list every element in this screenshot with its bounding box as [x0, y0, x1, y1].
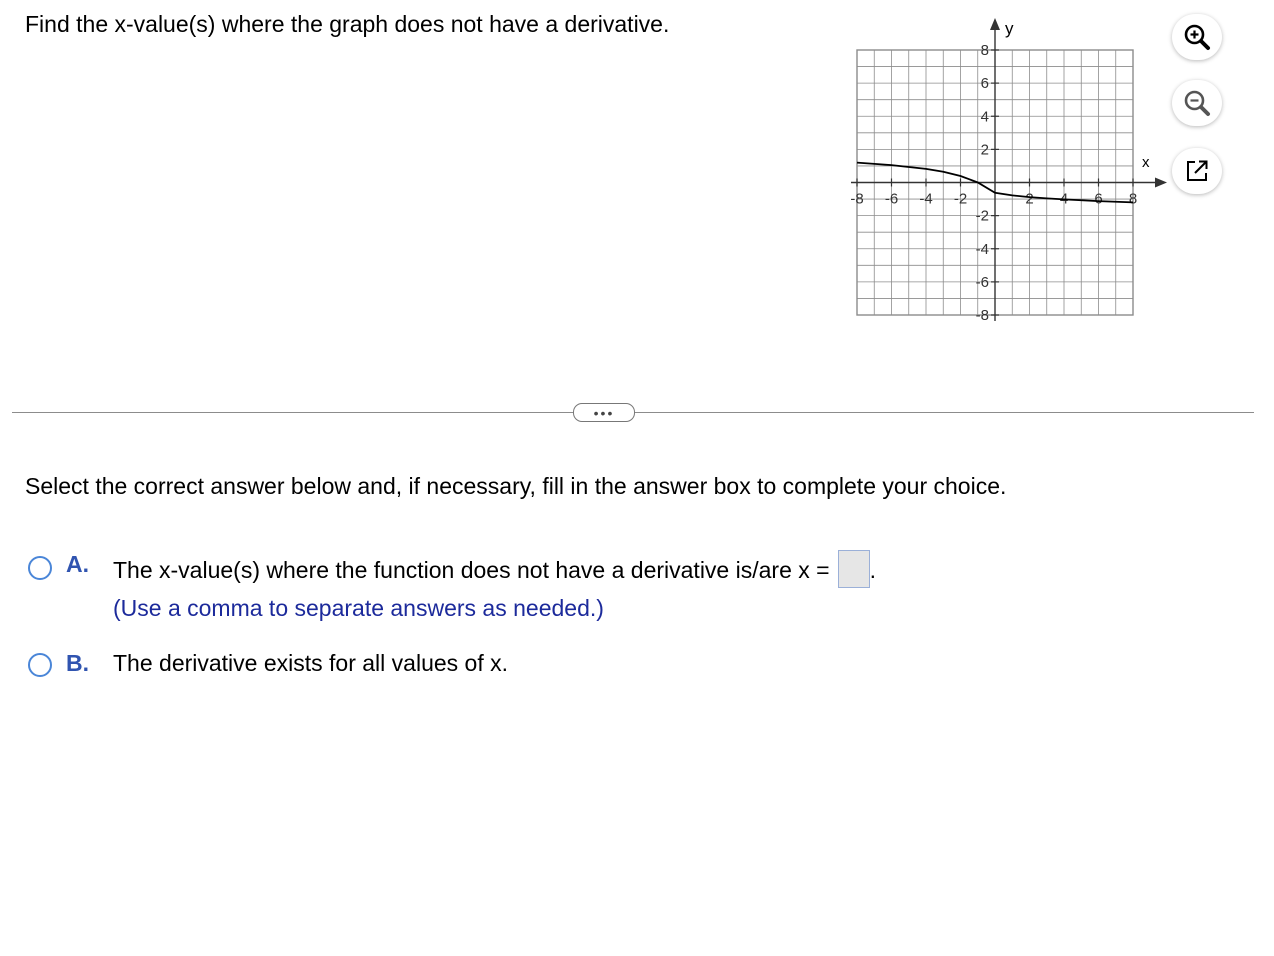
y-axis-label: y [1005, 19, 1014, 38]
y-tick-label: -4 [975, 240, 989, 258]
zoom-in-button[interactable] [1172, 14, 1222, 60]
question-text: Find the x-value(s) where the graph does not have a derivative. [25, 11, 670, 37]
option-a-letter: A. [66, 551, 89, 577]
option-b-radio[interactable] [28, 653, 52, 677]
more-button[interactable]: ••• [573, 403, 635, 422]
y-tick-label: 4 [980, 108, 989, 126]
external-link-icon [1184, 158, 1210, 184]
y-tick-label: -6 [975, 273, 989, 291]
x-tick-label: -8 [850, 190, 864, 208]
x-tick-label: 4 [1059, 190, 1069, 208]
option-a-text: The x-value(s) where the function does not have a derivative is/are x = [113, 557, 830, 584]
x-tick-label: 2 [1025, 190, 1034, 208]
y-tick-label: 8 [980, 42, 989, 59]
option-b-letter: B. [66, 650, 89, 676]
option-a-hint: (Use a comma to separate answers as needed.) [113, 595, 604, 621]
graph-axes [851, 18, 1167, 321]
y-tick-label: 6 [980, 75, 989, 93]
option-a-suffix: . [869, 557, 876, 584]
option-a-radio[interactable] [28, 556, 52, 580]
zoom-out-button[interactable] [1172, 80, 1222, 126]
x-tick-label: -2 [953, 190, 968, 208]
graph [840, 14, 1170, 329]
x-tick-label: -4 [919, 190, 933, 208]
zoom-out-icon [1182, 88, 1212, 118]
zoom-in-icon [1182, 22, 1212, 52]
x-tick-label: -6 [884, 190, 899, 208]
y-axis-arrow [990, 18, 1000, 30]
x-tick-label: 6 [1094, 190, 1103, 208]
graph-svg [840, 14, 1170, 329]
y-tick-label: -2 [975, 207, 989, 225]
y-tick-label: 2 [980, 141, 989, 159]
answer-input-box[interactable] [838, 550, 870, 588]
y-tick-label: -8 [975, 307, 989, 324]
x-axis-arrow [1155, 178, 1167, 188]
option-b-text: The derivative exists for all values of x. [113, 650, 508, 676]
x-axis-label: x [1142, 154, 1150, 171]
popout-button[interactable] [1172, 148, 1222, 194]
x-tick-label: 8 [1128, 190, 1138, 208]
option-a-line [113, 556, 876, 588]
instructions-text: Select the correct answer below and, if necessary, fill in the answer box to complete your choice. [25, 473, 1007, 499]
